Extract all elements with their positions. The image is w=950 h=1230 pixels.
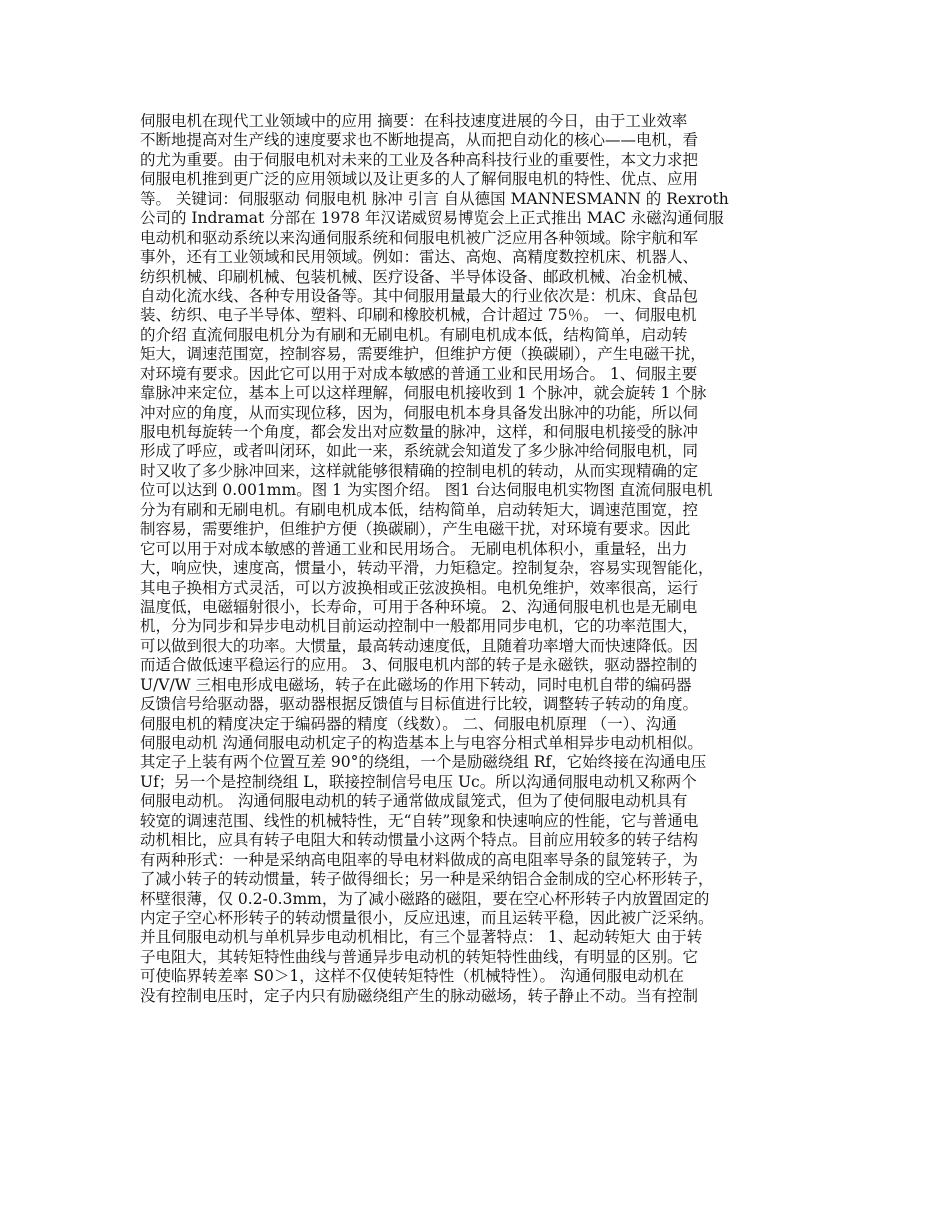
- text-line: 矩大，调速范围宽，控制容易，需要维护，但维护方便（换碳刷），产生电磁干扰，: [140, 345, 706, 364]
- text-line: 的介绍 直流伺服电机分为有刷和无刷电机。有刷电机成本低，结构简单，启动转: [140, 325, 688, 344]
- text-line: 了减小转子的转动惯量，转子做得细长；另一种是采纳铝合金制成的空心杯形转子，: [140, 870, 714, 889]
- text-line: 温度低，电磁辐射很小，长寿命，可用于各种环境。 2、沟通伺服电机也是无刷电: [140, 597, 698, 616]
- document-body-text: [140, 112, 830, 1026]
- text-line: 机，分为同步和异步电动机目前运动控制中一般都用同步电机，它的功率范围大，: [140, 617, 699, 636]
- text-line: U/V/W 三相电形成电磁场，转子在此磁场的作用下转动，同时电机自带的编码器: [140, 675, 692, 694]
- text-line: 子电阻大，其转矩特性曲线与普通异步电动机的转矩特性曲线，有明显的区别。它: [140, 947, 699, 966]
- text-line: 伺服电动机 沟通伺服电动机定子的构造基本上与电容分相式单相异步电动机相似。: [140, 734, 703, 752]
- text-line: 公司的 Indramat 分部在 1978 年汉诺威贸易博览会上正式推出 MAC 永磁沟通伺服: [140, 209, 724, 228]
- text-line: 反馈信号给驱动器，驱动器根据反馈值与目标值进行比较，调整转子转动的角度。: [140, 695, 699, 714]
- text-line: [140, 1006, 830, 1025]
- text-line: 大，响应快，速度高，惯量小，转动平滑，力矩稳定。控制复杂，容易实现智能化，: [140, 559, 714, 578]
- text-line: 动机相比，应具有转子电阻大和转动惯量小这两个特点。目前应用较多的转子结构: [140, 831, 699, 850]
- text-line: 事外，还有工业领域和民用领域。例如：雷达、高炮、高精度数控机床、机器人、: [140, 248, 699, 267]
- text-line: 其定子上装有两个位置互差 90°的绕组，一个是励磁绕组 Rf，它始终接在沟通电压: [140, 753, 707, 772]
- text-line: 自动化流水线、各种专用设备等。其中伺服用量最大的行业依次是：机床、食品包: [140, 286, 699, 305]
- text-line: 冲对应的角度，从而实现位移，因为，伺服电机本身具备发出脉冲的功能，所以伺: [140, 403, 699, 422]
- text-line: 伺服电机的精度决定于编码器的精度（线数）。 二、伺服电机原理 （一）、沟通: [140, 714, 677, 733]
- text-line: 没有控制电压时，定子内只有励磁绕组产生的脉动磁场，转子静止不动。当有控制: [140, 986, 699, 1005]
- text-line: 它可以用于对成本敏感的普通工业和民用场合。 无刷电机体积小，重量轻，出力: [140, 539, 688, 558]
- text-line: 有两种形式：一种是采纳高电阻率的导电材料做成的高电阻率导条的鼠笼转子，为: [140, 850, 699, 869]
- text-line: 较宽的调速范围、线性的机械特性，无“自转”现象和快速响应的性能，它与普通电: [140, 811, 699, 830]
- text-line: 装、纺织、电子半导体、塑料、印刷和橡胶机械，合计超过 75％。 一、伺服电机: [140, 306, 697, 325]
- text-line: 其电子换相方式灵活，可以方波换相或正弦波换相。电机免维护，效率很高，运行: [140, 578, 699, 597]
- text-line: 制容易，需要维护，但维护方便（换碳刷），产生电磁干扰，对环境有要求。因此: [140, 520, 691, 539]
- text-line: 分为有刷和无刷电机。有刷电机成本低，结构简单，启动转矩大，调速范围宽，控: [140, 500, 699, 519]
- text-line: 可以做到很大的功率。大惯量，最高转动速度低，且随着功率增大而快速降低。因: [140, 636, 699, 655]
- text-line: 服电机每旋转一个角度，都会发出对应数量的脉冲，这样，和伺服电机接受的脉冲: [140, 423, 699, 441]
- text-line: 靠脉冲来定位，基本上可以这样理解，伺服电机接收到 1 个脉冲，就会旋转 1 个脉: [140, 384, 707, 403]
- text-line: 伺服电机在现代工业领域中的应用 摘要：在科技速度进展的今日，由于工业效率: [140, 112, 688, 130]
- text-line: 不断地提高对生产线的速度要求也不断地提高，从而把自动化的核心——电机，看: [140, 131, 699, 150]
- text-line: 时又收了多少脉冲回来，这样就能够很精确的控制电机的转动，从而实现精确的定: [140, 461, 699, 480]
- text-line: 伺服电动机。 沟通伺服电动机的转子通常做成鼠笼式，但为了使伺服电动机具有: [140, 792, 688, 811]
- text-line: 而适合做低速平稳运行的应用。 3、伺服电机内部的转子是永磁铁，驱动器控制的: [140, 656, 698, 675]
- text-line: 并且伺服电动机与单机异步电动机相比，有三个显著特点： 1、起动转矩大 由于转: [140, 928, 703, 947]
- text-line: 位可以达到 0.001mm。图 1 为实图介绍。 图1 台达伺服电机实物图 直流伺服电机: [140, 481, 713, 500]
- text-line: 电动机和驱动系统以来沟通伺服系统和伺服电机被广泛应用各种领域。除宇航和军: [140, 228, 699, 247]
- text-line: 对环境有要求。因此它可以用于对成本敏感的普通工业和民用场合。 1、伺服主要: [140, 364, 698, 383]
- text-line: 杯壁很薄，仅 0.2-0.3mm，为了减小磁路的磁阻，要在空心杯形转子内放置固定的: [140, 889, 710, 908]
- text-line: 内定子空心杯形转子的转动惯量很小，反应迅速，而且运转平稳，因此被广泛采纳。: [140, 908, 714, 927]
- text-line: 伺服电机推到更广泛的应用领域以及让更多的人了解伺服电机的特性、优点、应用: [140, 170, 699, 189]
- text-line: Uf；另一个是控制绕组 L，联接控制信号电压 Uc。所以沟通伺服电动机又称两个: [140, 772, 697, 791]
- text-line: 等。 关键词：伺服驱动 伺服电机 脉冲 引言 自从德国 MANNESMANN 的 Rexroth: [140, 189, 729, 208]
- text-line: 可使临界转差率 S0＞1，这样不仅使转矩特性（机械特性）。 沟通伺服电动机在: [140, 967, 684, 986]
- text-line: 纺织机械、印刷机械、包装机械、医疗设备、半导体设备、邮政机械、冶金机械、: [140, 267, 699, 286]
- text-line: 形成了呼应，或者叫闭环，如此一来，系统就会知道发了多少脉冲给伺服电机，同: [140, 442, 699, 461]
- text-line: 的尤为重要。由于伺服电机对未来的工业及各种高科技行业的重要性，本文力求把: [140, 150, 699, 169]
